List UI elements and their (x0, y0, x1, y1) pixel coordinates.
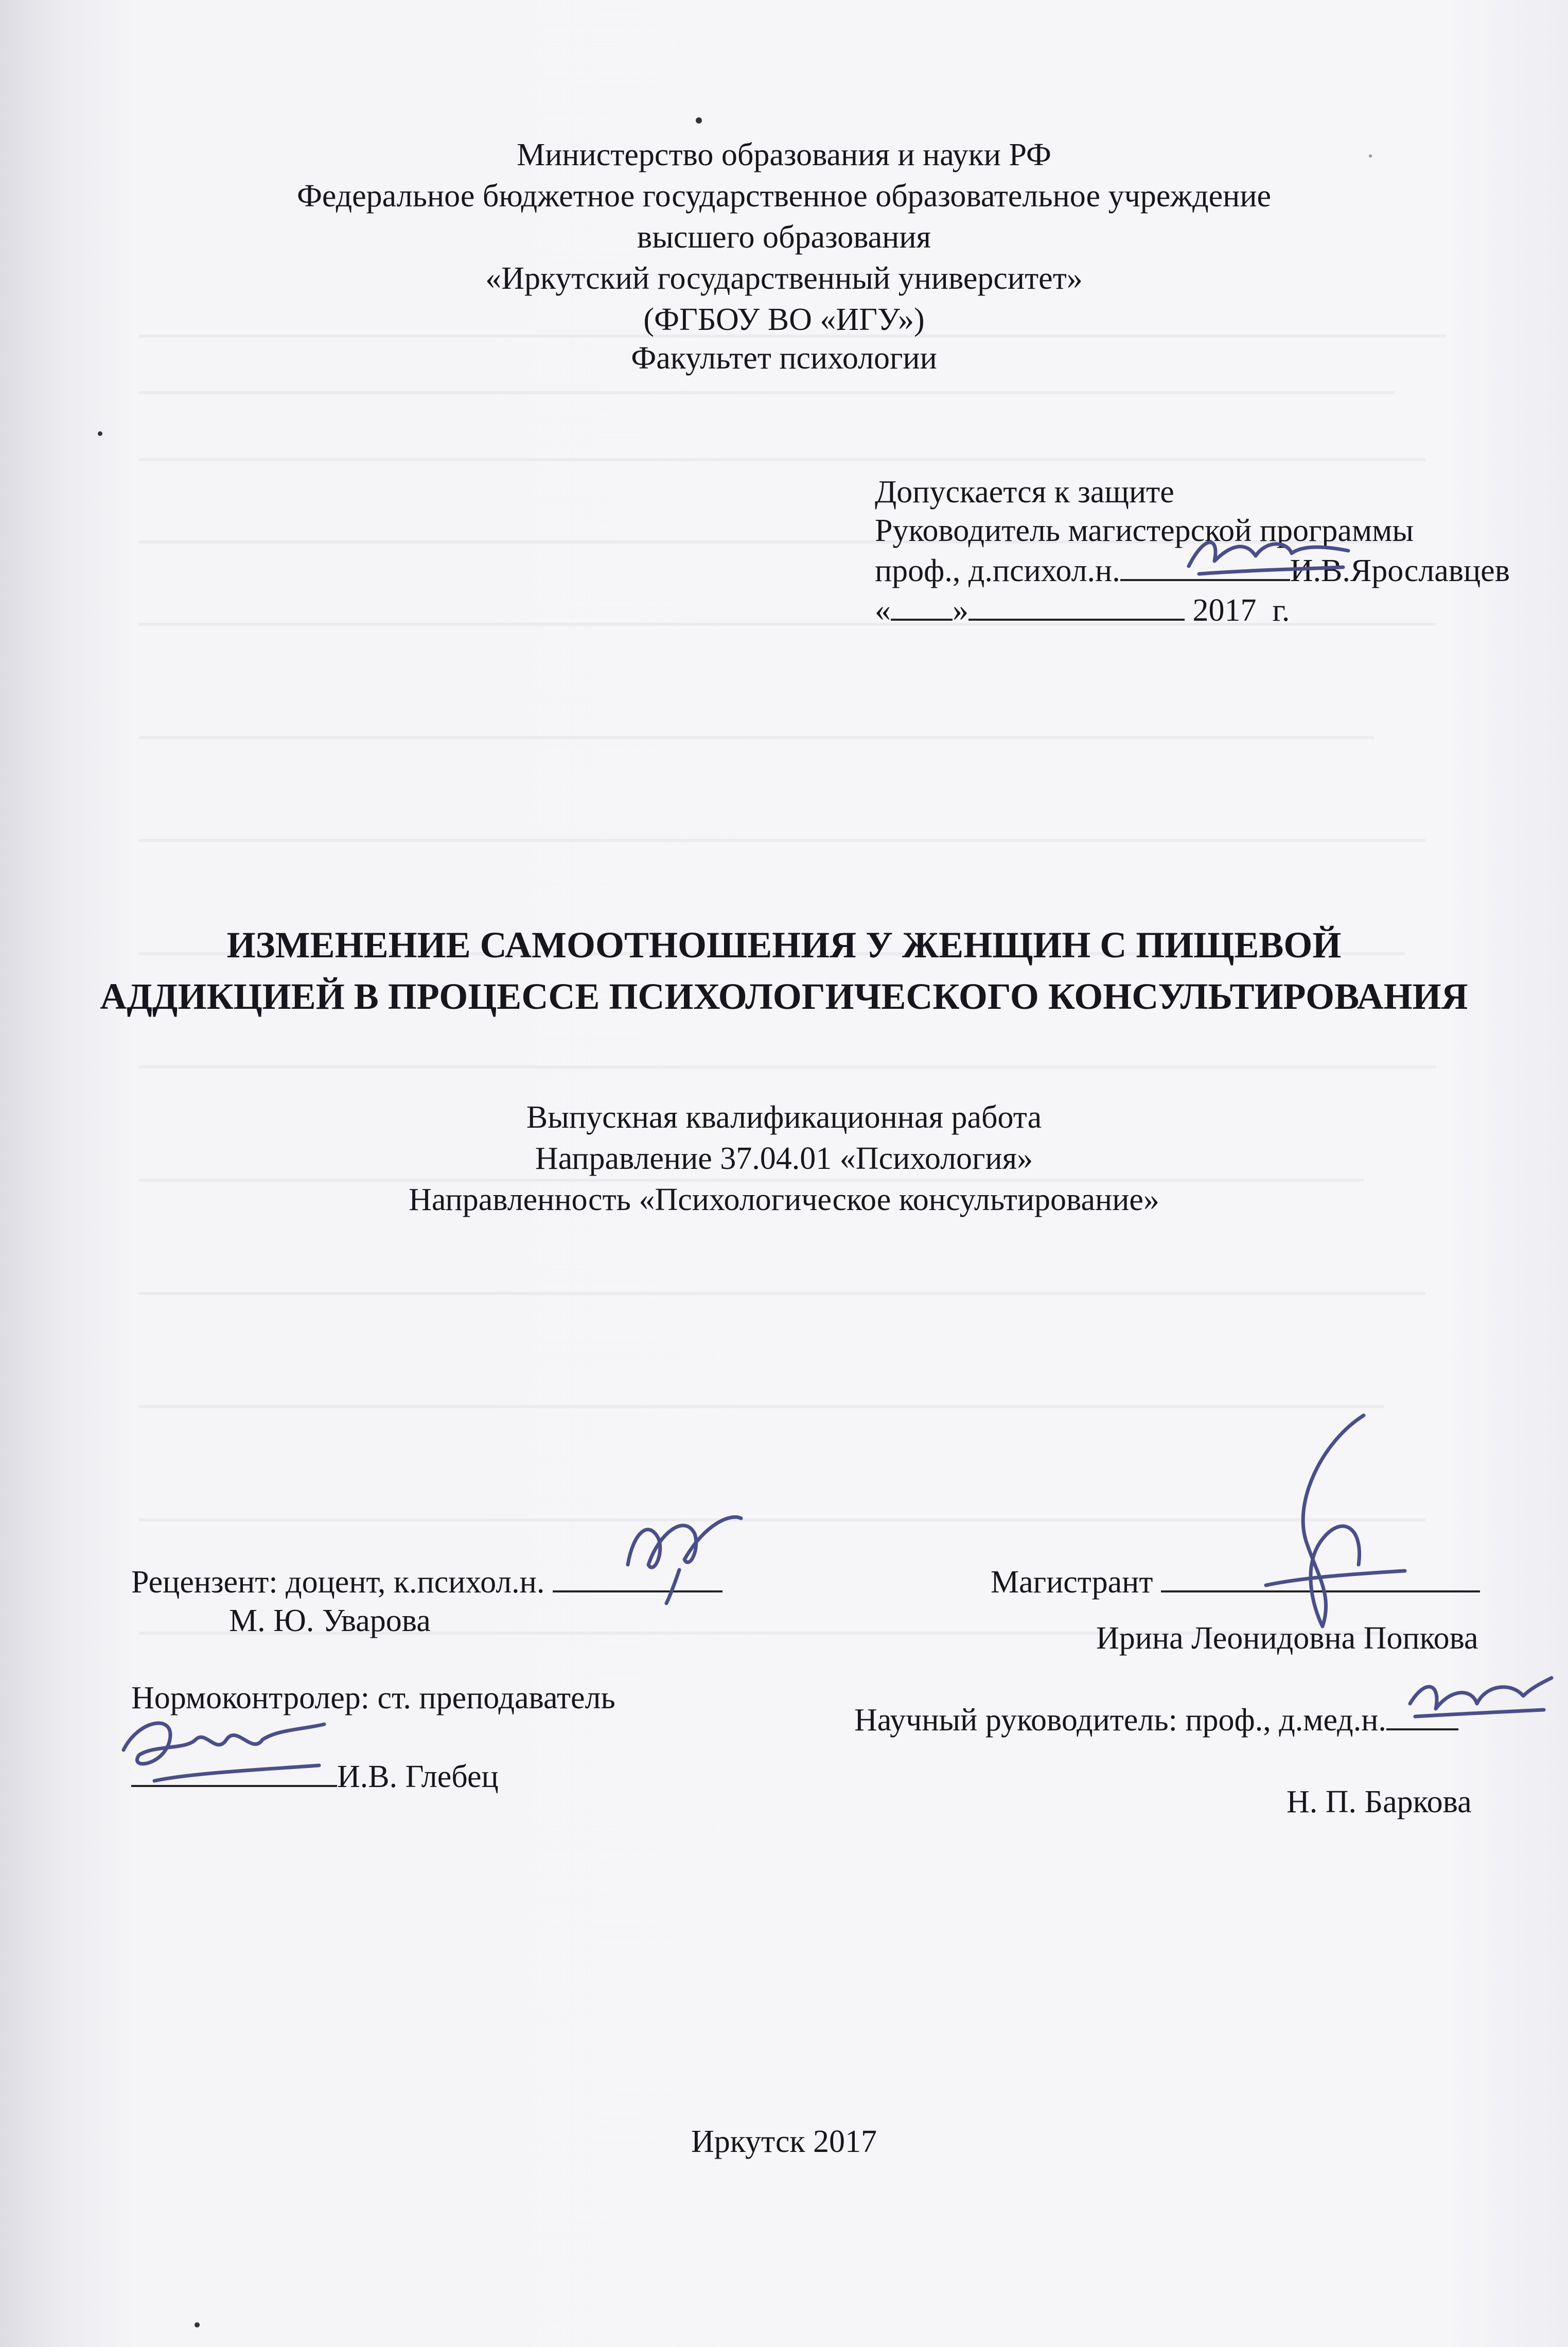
normcontrol-label: Нормоконтролер: ст. преподаватель (131, 1680, 615, 1715)
date-open-quote: « (875, 593, 891, 628)
reviewer-label: Рецензент: доцент, к.психол.н. (131, 1565, 545, 1600)
university-abbreviation: (ФГБОУ ВО «ИГУ») (643, 302, 925, 337)
institution-line-2: высшего образования (637, 220, 931, 255)
date-month-blank (968, 593, 1185, 621)
scan-speck (98, 431, 102, 436)
city-year: Иркутск 2017 (691, 2124, 877, 2159)
work-type: Выпускная квалификационная работа (526, 1100, 1042, 1135)
master-name: Ирина Леонидовна Попкова (1096, 1621, 1478, 1656)
approval-degree: проф., д.психол.н. (875, 553, 1120, 588)
date-day-blank (891, 593, 953, 621)
approval-date-line (875, 593, 1290, 626)
approval-year-suffix: г. (1272, 593, 1290, 628)
advisor-signature (1400, 1668, 1554, 1735)
ministry-name: Министерство образования и науки РФ (517, 137, 1051, 172)
institution-line-1: Федеральное бюджетное государственное образовательное учреждение (296, 179, 1272, 214)
approval-name: И.В.Ярославцев (1290, 553, 1510, 588)
advisor-name: Н. П. Баркова (1287, 1784, 1472, 1819)
supervisor-role: Руководитель магистерской программы (875, 513, 1414, 548)
work-direction: Направление 37.04.01 «Психология» (535, 1141, 1033, 1176)
advisor-line (854, 1703, 1458, 1736)
master-label: Магистрант (991, 1565, 1153, 1600)
advisor-label: Научный руководитель: проф., д.мед.н. (854, 1703, 1386, 1738)
faculty-name: Факультет психологии (631, 341, 937, 376)
scan-speck (696, 117, 702, 124)
admitted-to-defense: Допускается к защите (875, 475, 1174, 510)
thesis-title-line-1: ИЗМЕНЕНИЕ САМООТНОШЕНИЯ У ЖЕНЩИН С ПИЩЕВОЙ (226, 924, 1342, 966)
work-focus: Направленность «Психологическое консультирование» (409, 1182, 1159, 1217)
date-close-quote: » (953, 593, 968, 628)
reviewer-signature (618, 1503, 751, 1606)
thesis-title-line-2: АДДИКЦИЕЙ В ПРОЦЕССЕ ПСИХОЛОГИЧЕСКОГО КОНСУЛЬТИРОВАНИЯ (100, 976, 1468, 1017)
master-signature (1245, 1410, 1410, 1632)
approval-year: 2017 (1192, 593, 1257, 628)
reviewer-name: М. Ю. Уварова (229, 1603, 431, 1638)
university-name: «Иркутский государственный университет» (485, 261, 1083, 296)
scan-speck (195, 2322, 200, 2327)
supervisor-signature (1184, 525, 1353, 587)
normcontrol-name: И.В. Глебец (337, 1759, 499, 1794)
normcontrol-signature (108, 1709, 329, 1791)
